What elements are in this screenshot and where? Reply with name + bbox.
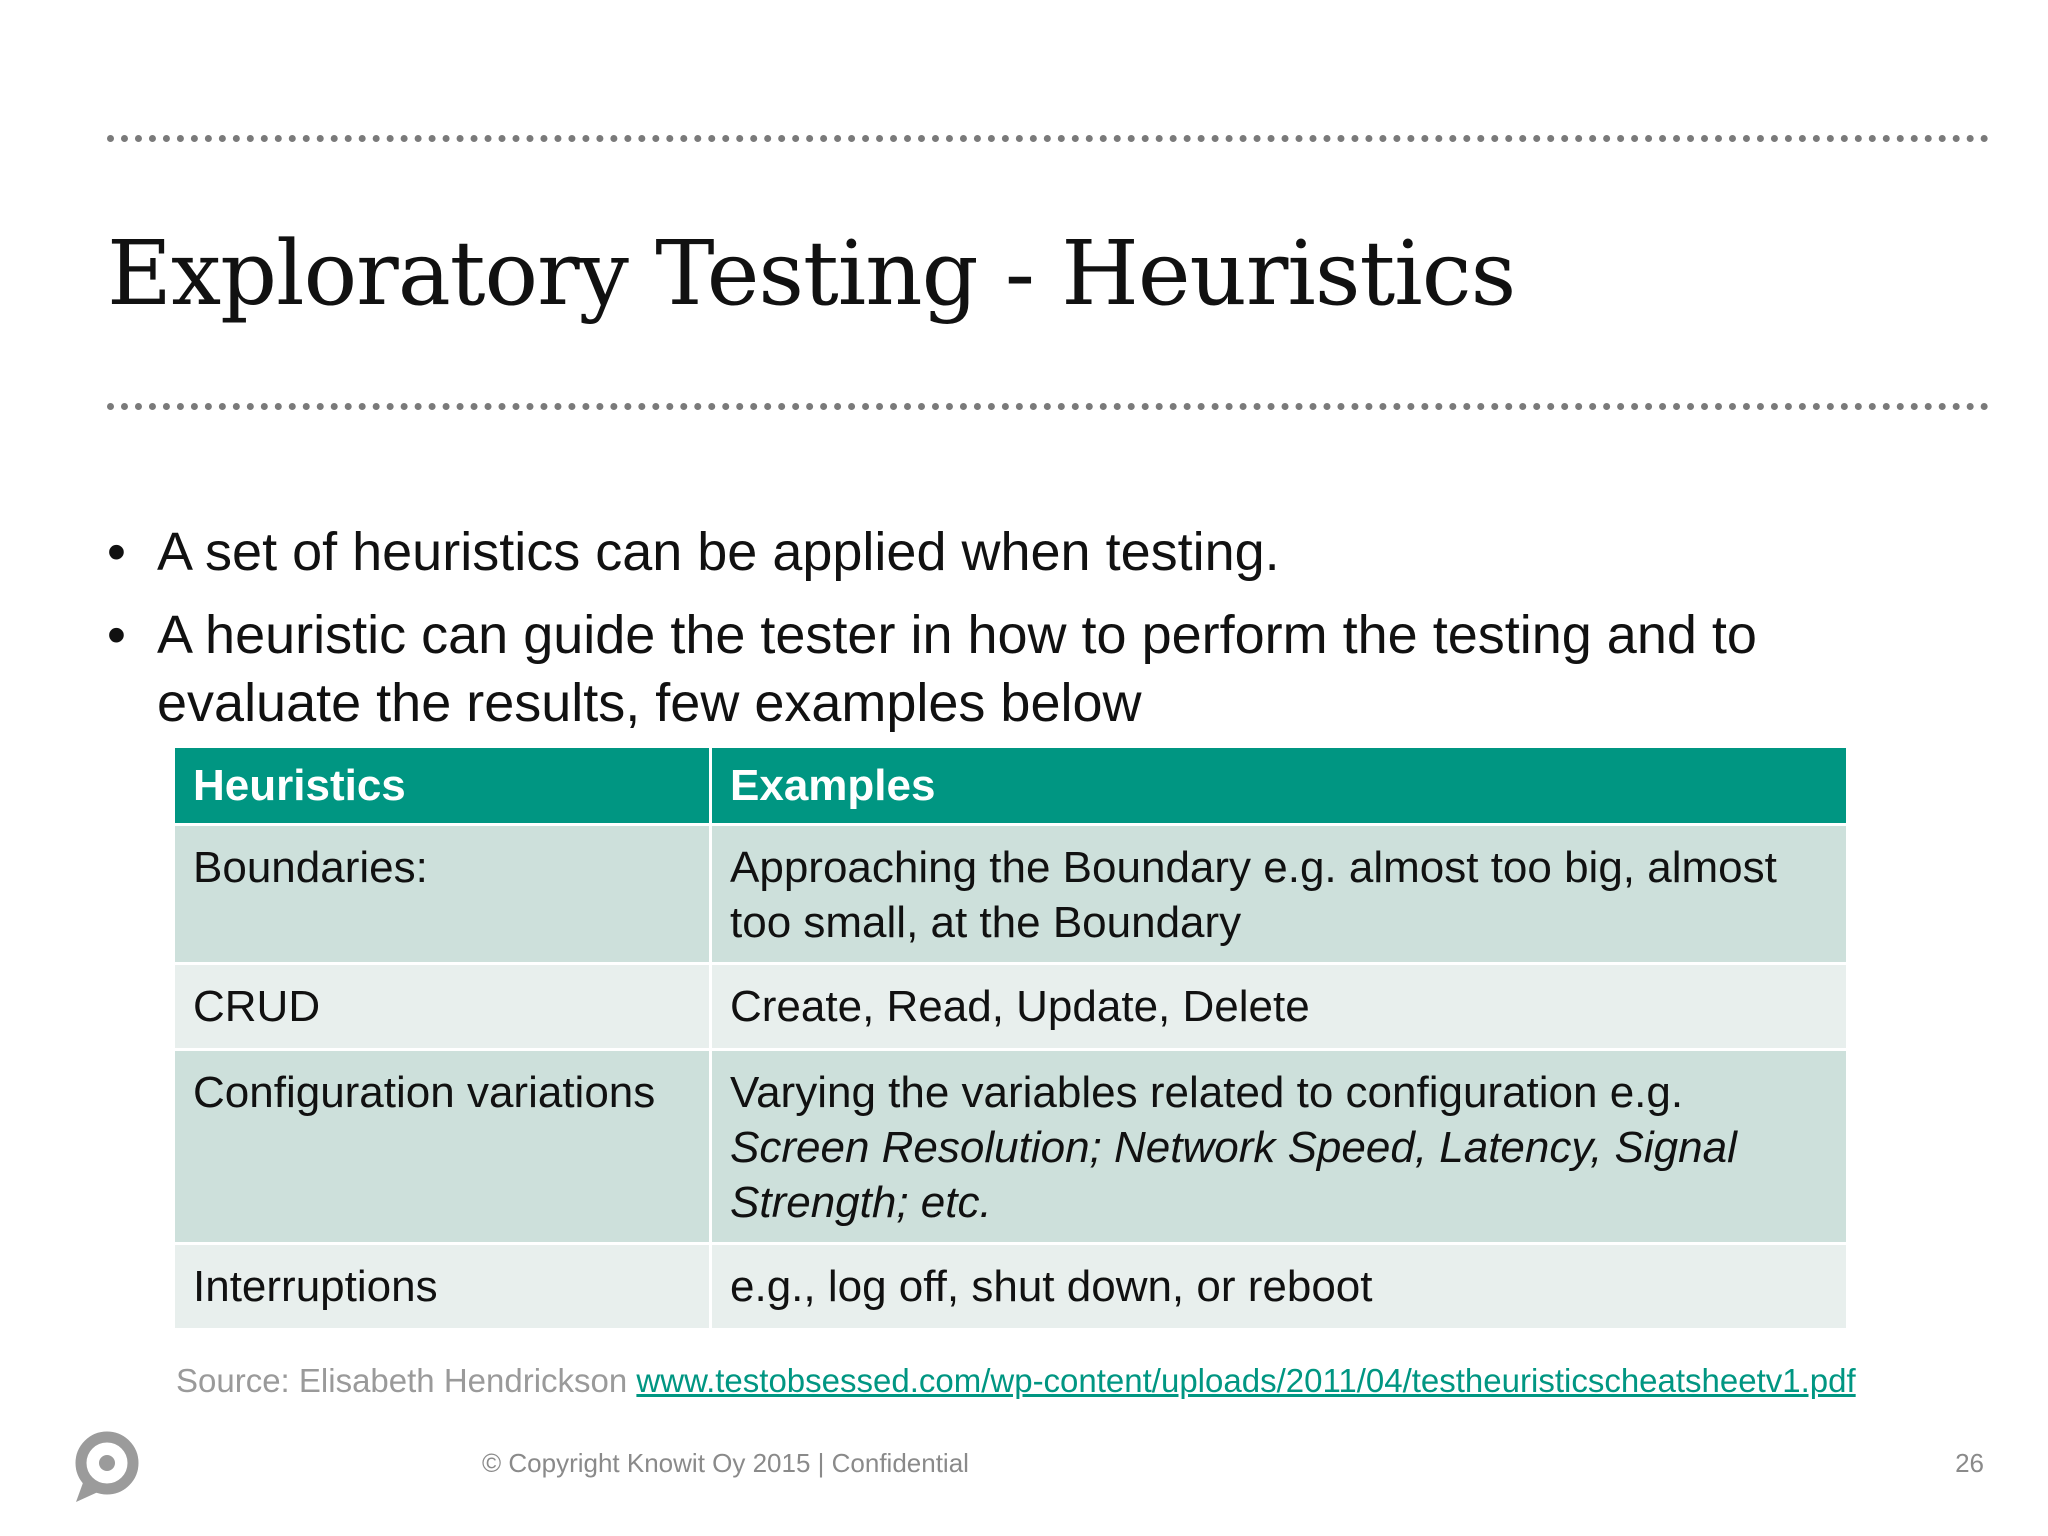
footer-copyright: © Copyright Knowit Oy 2015 | Confidential bbox=[482, 1448, 969, 1478]
table-row bbox=[174, 825, 1848, 964]
example-text: e.g., log off, shut down, or reboot bbox=[730, 1262, 1373, 1311]
table-row bbox=[174, 1050, 1848, 1244]
bullet-text: A heuristic can guide the tester in how to perform the testing and to evaluate the results, few examples below bbox=[157, 605, 1757, 733]
title-top-divider bbox=[107, 135, 1989, 142]
bullet-marker: • bbox=[107, 522, 126, 582]
table-row bbox=[174, 964, 1848, 1050]
example-text: Create, Read, Update, Delete bbox=[730, 982, 1310, 1031]
example-text: Varying the variables related to configuration e.g. bbox=[730, 1068, 1684, 1117]
example-cell bbox=[711, 1050, 1848, 1244]
heuristics-table bbox=[172, 745, 1849, 1331]
example-italic-text: Screen Resolution; Network Speed, Latency, Signal Strength; etc. bbox=[730, 1123, 1737, 1227]
table-header-row bbox=[174, 747, 1848, 825]
example-cell bbox=[711, 825, 1848, 964]
bullet-item bbox=[107, 601, 1927, 737]
page-number: 26 bbox=[1955, 1448, 1984, 1478]
column-header-examples: Examples bbox=[711, 747, 1848, 825]
bullet-marker: • bbox=[107, 605, 126, 665]
heuristic-cell: Interruptions bbox=[174, 1244, 711, 1330]
title-bottom-divider bbox=[107, 403, 1989, 410]
heuristic-cell: Configuration variations bbox=[174, 1050, 711, 1244]
source-link[interactable]: www.testobsessed.com/wp-content/uploads/2011/04/testheuristicscheatsheetv1.pdf bbox=[636, 1362, 1856, 1399]
source-citation bbox=[176, 1360, 1856, 1402]
heuristic-cell: CRUD bbox=[174, 964, 711, 1050]
example-cell bbox=[711, 1244, 1848, 1330]
source-prefix: Source: Elisabeth Hendrickson bbox=[176, 1362, 637, 1399]
example-cell bbox=[711, 964, 1848, 1050]
bullet-list bbox=[107, 518, 1927, 752]
slide-title: Exploratory Testing - Heuristics bbox=[107, 221, 1516, 325]
knowit-logo-icon bbox=[70, 1428, 144, 1506]
heuristic-cell: Boundaries: bbox=[174, 825, 711, 964]
example-text: Approaching the Boundary e.g. almost too big, almost too small, at the Boundary bbox=[730, 843, 1777, 947]
bullet-text: A set of heuristics can be applied when testing. bbox=[157, 522, 1280, 582]
column-header-heuristics: Heuristics bbox=[174, 747, 711, 825]
table-row bbox=[174, 1244, 1848, 1330]
bullet-item bbox=[107, 518, 1927, 586]
